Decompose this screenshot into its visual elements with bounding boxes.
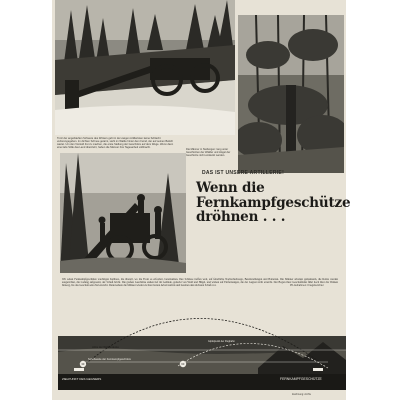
photo-forest: [238, 15, 344, 173]
caption-top-left: Trotz der angehäuften Schwere des Winters geht in der ewigen Artilleristen keine Schlacht verlorengegeben. Im dichten Schnee getarnt, steht im Walde hinter dem Feind, der auf seinen Befehl wartet. Um den Vorstoß frei zu machen, die erste Stellung der Geschütze auf dem Wege. Wenn dann eine tiefe Stille das Land überzieht, haben die Männer ihre Tagesarbeit vollbracht.: [57, 137, 174, 149]
article-kicker: DAS IST UNSERE ARTILLERIE!: [201, 170, 285, 176]
photo-credit: PK-Aufnahmen: Kriegsberichter: [290, 284, 324, 287]
label-summit: Gipfelpunkt der Flugbahn: [208, 340, 235, 343]
headline-line-1: Wenn die: [196, 180, 265, 196]
headline-line-3: dröhnen . . .: [196, 209, 286, 225]
label-range: Schußweite der Fernkampfgeschütze: [88, 358, 131, 361]
caption-middle-right: Die Männer in Stellungen: lang unter Geschützen der Wälder und Hügel der Geschütze nicht entdeckt werden.: [186, 148, 231, 157]
trajectory-diagram: [58, 290, 346, 390]
photo-gun-crew: [60, 153, 186, 273]
marker-mid-label: 60: [181, 363, 185, 367]
article-body: Wir sehen Fernkampfgeschütze wuchtigen Kalibers, die überall, wo die Front es erfordert, bereitstehen. Ihre Schüsse treffen weit, auf feindliche Nachschubwege, Bereitstellungen und Batterien. Die Männer arbeiten gemeinsam, die Rohre werden ausgerichtet, die Ladung aufgesetzt, der Schuß bricht. Die großen Geschütze stehen tief im Gelände, gedeckt von Wald und Hügel, und wirken auf Entfernungen, die der Gegner nicht erreicht. Der Bogen ihrer Geschoßbahn führt hoch über die Wolken hinweg, bis das Geschoß sein Ziel erreicht. Dann kehren die Männer wieder zu ihrer harten Arbeit zurück und bereiten den nächsten Schuß vor.: [62, 278, 338, 288]
headline-line-2: Fernkampfgeschütze: [196, 194, 351, 211]
article-headline: [196, 180, 351, 225]
photo-snow-artillery: [55, 0, 235, 135]
diagram-footer: Zeichnung: Archiv: [292, 393, 312, 396]
label-gun: FERNKAMPFGESCHÜTZE: [280, 377, 322, 381]
marker-left-label: 30: [81, 363, 85, 367]
label-target: ZIELPUNKT DES GEGNERS: [62, 377, 102, 381]
label-cloud: Höhe der Wolkendecke: [92, 346, 119, 349]
